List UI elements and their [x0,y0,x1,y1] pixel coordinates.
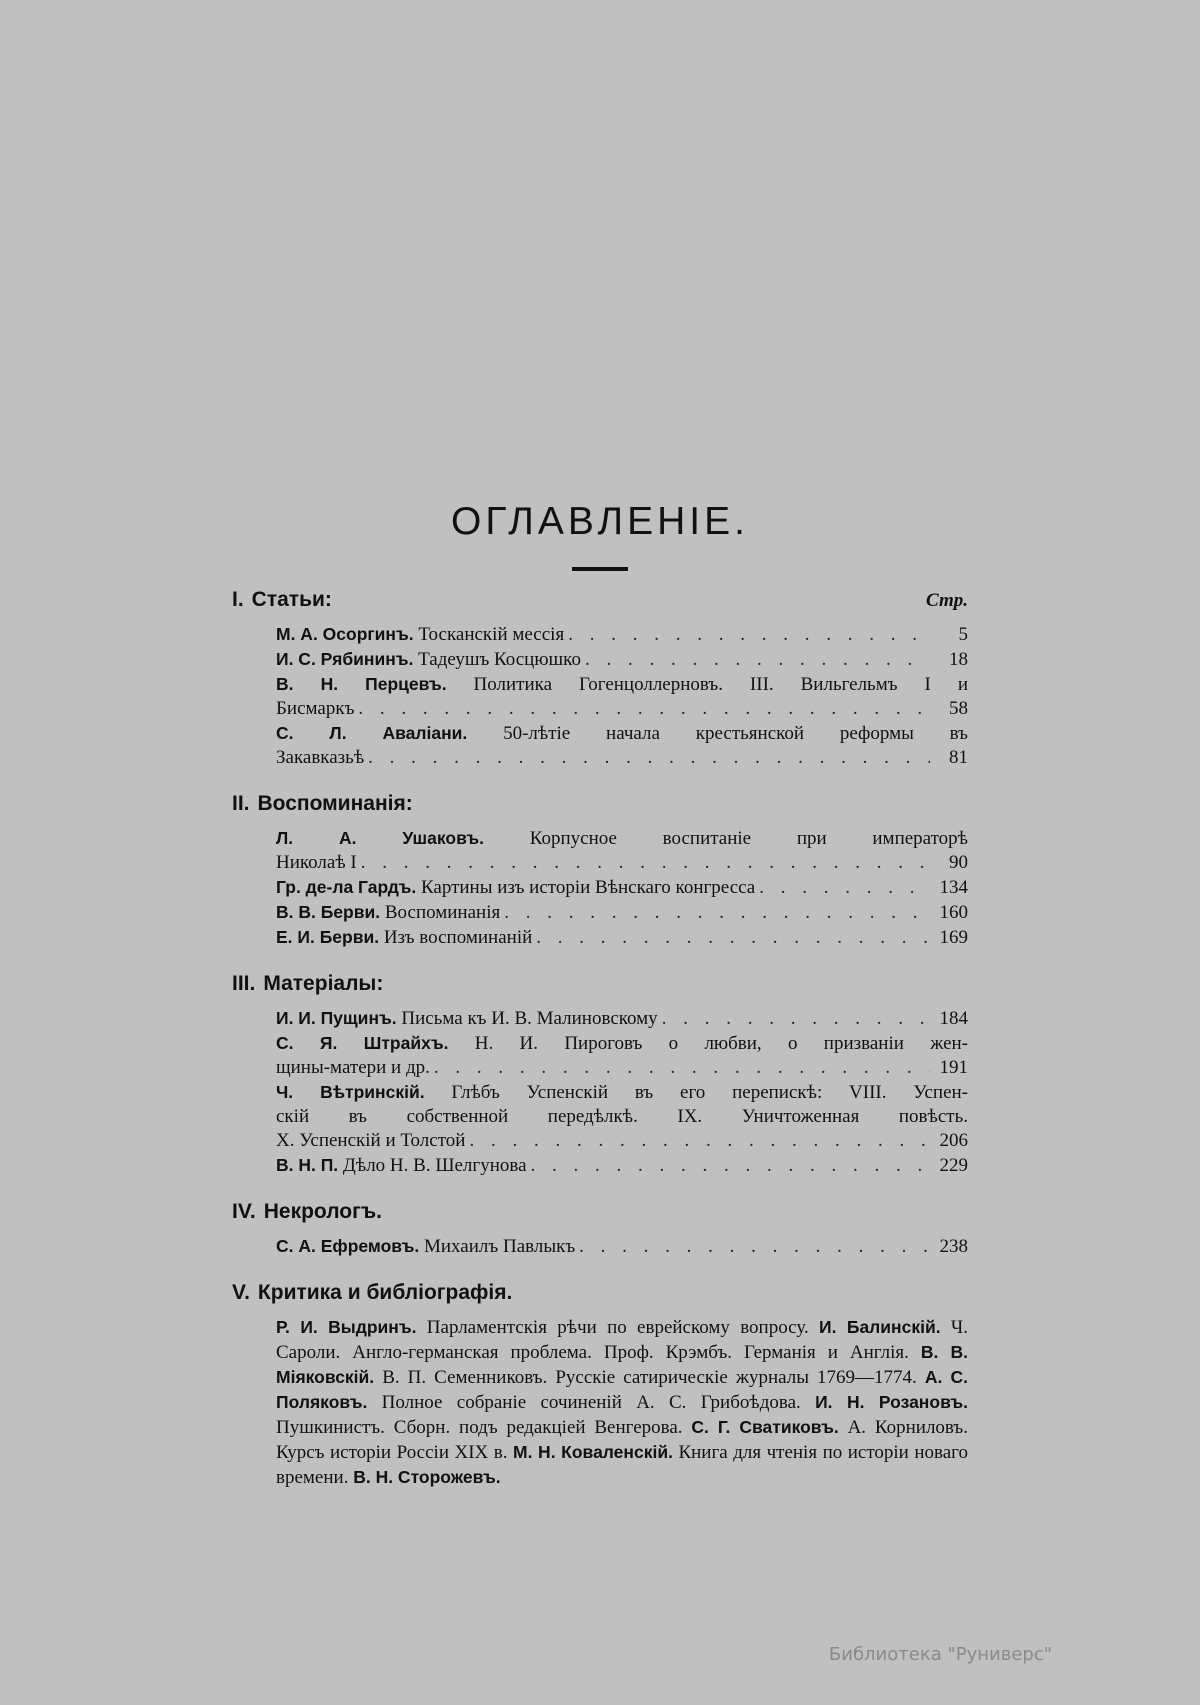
entry-line [276,697,968,721]
entry-author: М. А. Осоргинъ. [276,624,414,644]
critique-title: А. Корниловъ. Курсъ исторіи Россіи XIX в. [276,1417,968,1463]
page-number: 238 [939,1236,968,1257]
critique-text [232,1315,968,1490]
entry-continuation: Николаѣ I [276,852,357,873]
critique-author: С. Г. Сватиковъ. [691,1417,839,1437]
critique-title: Ч. Сароли. Англо-германская проблема. Проф. Крэмбъ. Германія и Англія. [276,1317,968,1363]
entry-text [276,925,532,950]
page-number: 18 [949,649,968,670]
toc-entry [276,900,968,925]
section-heading [232,792,968,816]
critique-title: В. П. Семенниковъ. Русскіе сатирическіе журналы 1769—1774. [374,1367,925,1388]
entry-continuation: Закавказьѣ [276,747,365,768]
section-title [232,972,383,996]
entry-author: В. В. Берви. [276,902,381,922]
entry-text [276,647,581,672]
critique-author: В. В. Міяковскій. [276,1342,968,1387]
toc-entry [276,1006,968,1031]
section-name: Статьи: [251,588,332,611]
entry-text [276,622,564,647]
toc-entry [276,1031,968,1080]
entry-author: Л. А. Ушаковъ. [276,828,485,848]
page-column-label: Стр. [926,590,968,611]
page-number: 160 [939,902,968,923]
entry-continuation: X. Успенскій и Толстой [276,1130,466,1151]
toc-entry [276,1234,968,1259]
entry-text [276,1006,658,1031]
page-number: 90 [949,852,968,873]
entry-author: Е. И. Берви. [276,927,380,947]
entry-text [276,1153,527,1178]
entry-author: В. Н. П. [276,1155,339,1175]
entry-author: И. И. Пущинъ. [276,1008,397,1028]
toc-section [232,1200,968,1259]
page-number: 184 [939,1008,968,1029]
entry-text [276,875,755,900]
section-heading [232,1281,968,1305]
section-name: Критика и библіографія. [257,1281,513,1304]
toc-entry [276,622,968,647]
entry-continuation: Бисмаркъ [276,698,355,719]
entry-line [276,647,968,672]
entry-first-line [276,826,968,851]
page-number: 5 [958,624,968,645]
entry-first-line [276,672,968,697]
entry-title: Тосканскій мессія [413,624,565,645]
entry-line [276,875,968,900]
entry-line [276,900,968,925]
toc-entry [276,672,968,721]
entry-text [276,1234,575,1259]
entry-line [276,851,968,875]
toc-entry [276,925,968,950]
section-title [232,1281,512,1305]
section-name: Воспоминанія: [257,792,413,815]
entry-title: Изъ воспоминаній [379,927,533,948]
entry-author: Ч. Вѣтринскій. [276,1082,425,1102]
leader-dots [531,1154,930,1178]
entry-title: Н. И. Пироговъ о любви, о призваніи жен- [448,1033,969,1054]
page-number: 206 [939,1130,968,1151]
entry-line [276,622,968,647]
toc-entry [276,875,968,900]
toc-section-critique [232,1281,968,1490]
entry-line [276,1153,968,1178]
leader-dots [434,1056,930,1080]
entry-title: Воспоминанія [380,902,501,923]
section-entries [232,622,968,770]
entry-line [276,1056,968,1080]
entry-first-line [276,721,968,746]
leader-dots [536,926,930,950]
section-heading [232,972,968,996]
toc-entry [276,721,968,770]
toc-section [232,792,968,950]
section-heading [232,588,968,612]
entry-title: Михаилъ Павлыкъ [419,1236,576,1257]
section-title [232,588,332,612]
page-number: 134 [939,877,968,898]
section-number: II. [232,792,250,815]
entry-title: Политика Гогенцоллерновъ. III. Вильгельмъ I и [446,674,968,695]
leader-dots [662,1007,930,1031]
page-title: ОГЛАВЛЕНІЕ. [451,500,749,543]
critique-author: А. С. Поляковъ. [276,1367,968,1412]
critique-title: Парламентскія рѣчи по еврейскому вопросу. [416,1317,820,1338]
section-name: Некрологъ. [263,1200,383,1223]
section-name: Матеріалы: [263,972,384,995]
leader-dots [585,648,930,672]
entry-continuation: щины-матери и др. [276,1057,430,1078]
section-heading [232,1200,968,1224]
entry-first-line [276,1080,968,1105]
entry-text [276,1056,430,1080]
toc-entry [276,1153,968,1178]
entry-text [276,697,354,721]
leader-dots [579,1235,930,1259]
library-watermark: Библиотека "Руниверс" [828,1644,1052,1665]
entry-title: Картины изъ исторіи Вѣнскаго конгресса [416,877,756,898]
section-number: III. [232,972,256,995]
entry-line [276,1006,968,1031]
page-number: 81 [949,747,968,768]
entry-text [276,900,500,925]
page-number: 229 [939,1155,968,1176]
entry-author: Гр. де-ла Гардъ. [276,877,417,897]
page-number: 58 [949,698,968,719]
leader-dots [568,623,930,647]
entry-title: Корпусное воспитаніе при императорѣ [484,828,968,849]
critique-author: М. Н. Коваленскій. [513,1442,673,1462]
entry-line [276,925,968,950]
critique-title: Книга для чтенія по исторіи новаго времени. [276,1442,968,1488]
leader-dots [358,697,930,721]
toc-entry [276,647,968,672]
entry-line [276,1129,968,1153]
entry-title: Дѣло Н. В. Шелгунова [338,1155,527,1176]
entry-first-line [276,1031,968,1056]
critique-title: Полное собраніе сочиненій А. С. Грибоѣдова. [367,1392,816,1413]
entry-title: Письма къ И. В. Малиновскому [396,1008,658,1029]
section-number: IV. [232,1200,256,1223]
section-title [232,792,413,816]
entry-author: С. Л. Аваліани. [276,723,468,743]
toc-section [232,972,968,1178]
section-entries [232,1234,968,1259]
leader-dots [504,901,930,925]
title-rule [572,567,628,571]
entry-text [276,851,357,875]
leader-dots [759,876,930,900]
entry-middle-line: скій въ собственной передѣлкѣ. IX. Уничтоженная повѣсть. [276,1106,968,1127]
entry-line [276,1234,968,1259]
critique-author: И. Н. Розановъ. [815,1392,969,1412]
leader-dots [368,746,930,770]
critique-author: В. Н. Сторожевъ. [353,1467,501,1487]
entry-author: С. Я. Штрайхъ. [276,1033,449,1053]
leader-dots [469,1129,930,1153]
entry-title: Глѣбъ Успенскій въ его перепискѣ: VIII. Успен- [424,1082,968,1103]
section-entries [232,1006,968,1178]
section-title [232,1200,382,1224]
entry-line [276,746,968,770]
entry-text [276,746,364,770]
leader-dots [361,851,930,875]
critique-author: Р. И. Выдринъ. [276,1317,417,1337]
critique-author: И. Балинскій. [819,1317,941,1337]
entry-author: В. Н. Перцевъ. [276,674,447,694]
toc-entry [276,826,968,875]
entry-text [276,1129,465,1153]
entry-author: И. С. Рябининъ. [276,649,414,669]
toc-section [232,588,968,770]
toc-entry [276,1080,968,1153]
critique-title: Пушкинистъ. Сборн. подъ редакціей Венгерова. [276,1417,692,1438]
section-entries [232,826,968,950]
section-number: V. [232,1281,250,1304]
entry-author: С. А. Ефремовъ. [276,1236,420,1256]
entry-title: Тадеушъ Косцюшко [413,649,581,670]
table-of-contents [232,588,968,1512]
page-number: 191 [939,1057,968,1078]
section-number: I. [232,588,244,611]
entry-title: 50-лѣтіе начала крестьянской реформы въ [467,723,968,744]
page-number: 169 [939,927,968,948]
